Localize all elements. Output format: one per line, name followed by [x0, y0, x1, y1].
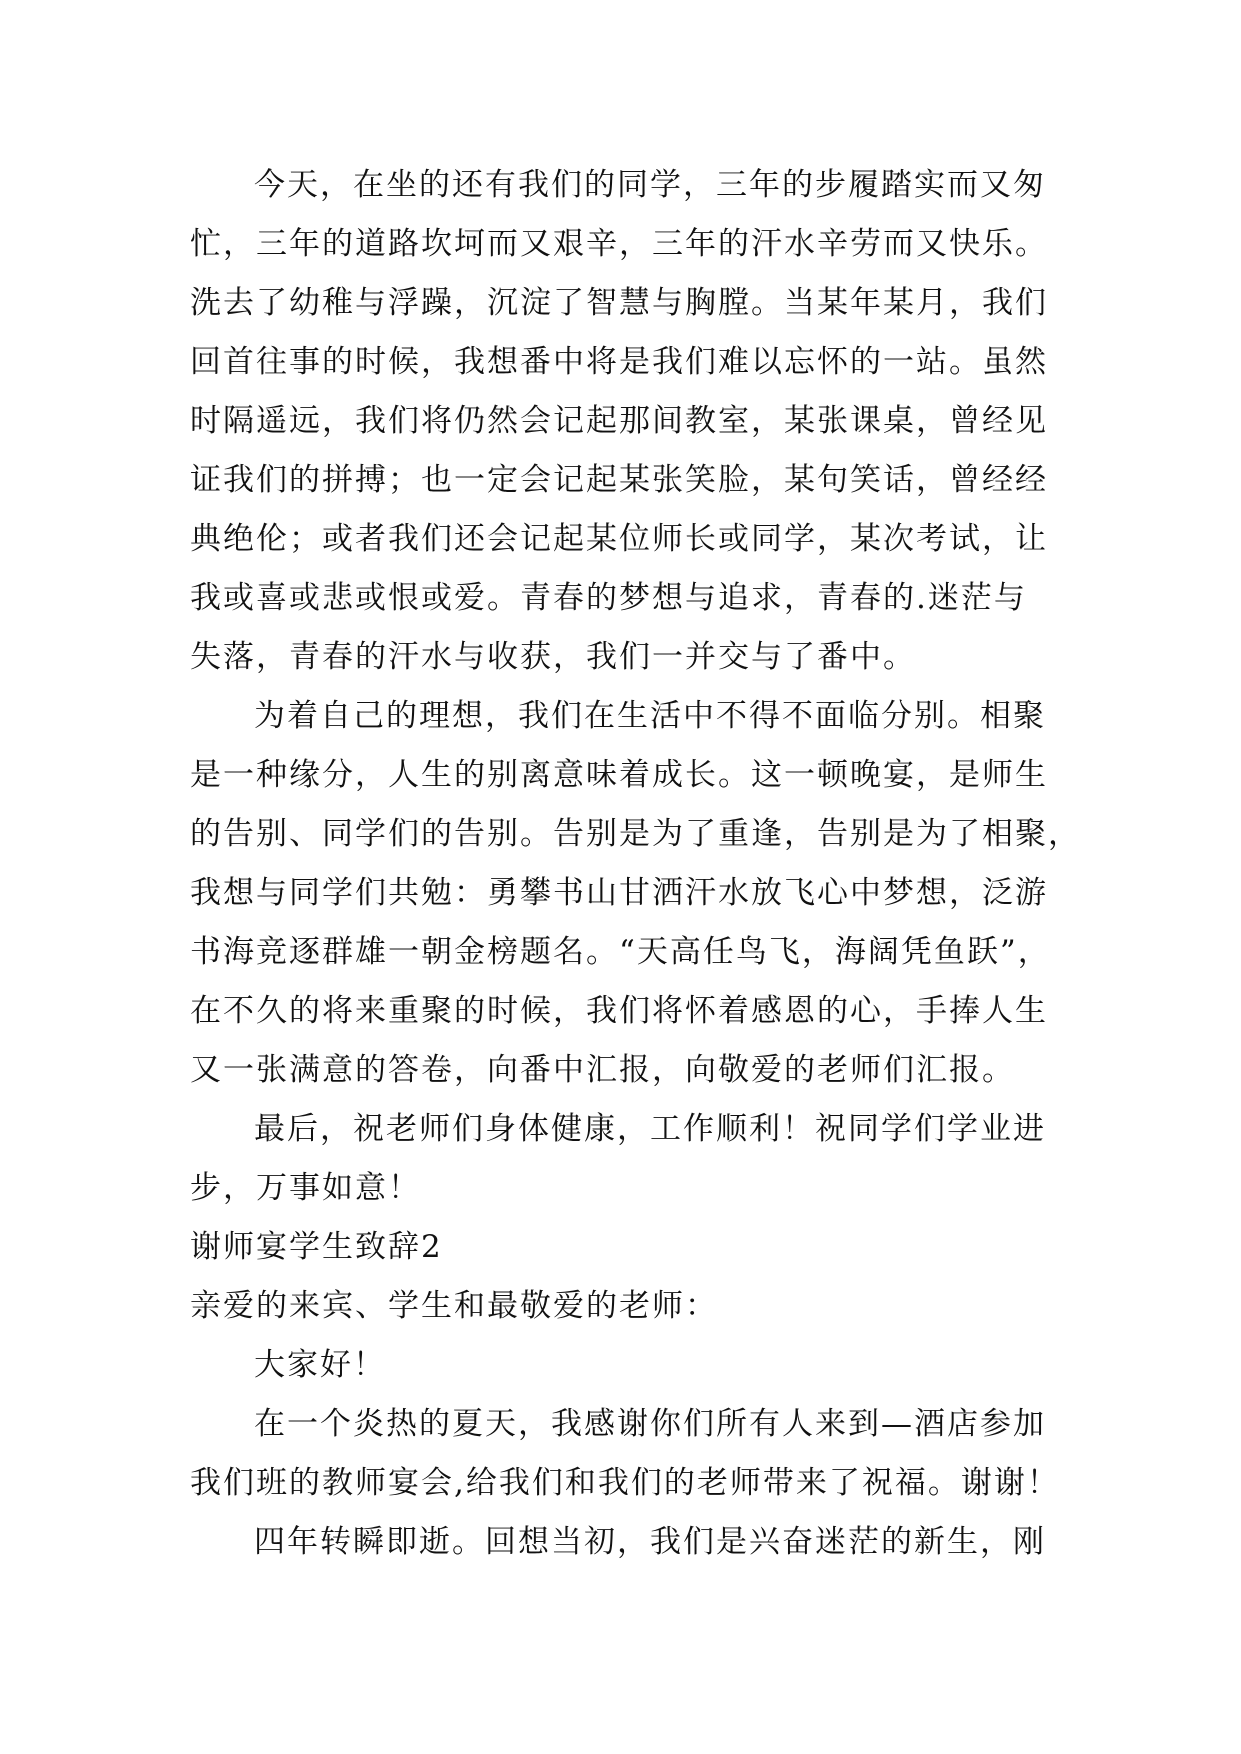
greeting-line: 大家好！: [254, 1347, 386, 1383]
text-line: 洗去了幼稚与浮躁，沉淀了智慧与胸膛。当某年某月，我们: [190, 285, 1048, 321]
text-line: 证我们的拼搏；也一定会记起某张笑脸，某句笑话，曾经经: [190, 462, 1048, 498]
text-line: 时隔遥远，我们将仍然会记起那间教室，某张课桌，曾经见: [190, 403, 1048, 439]
text-line: 失落，青春的汗水与收获，我们一并交与了番中。: [190, 639, 916, 675]
text-line: 在不久的将来重聚的时候，我们将怀着感恩的心，手捧人生: [190, 993, 1048, 1029]
text-line: 是一种缘分，人生的别离意味着成长。这一顿晚宴，是师生: [190, 757, 1048, 793]
section-heading: 谢师宴学生致辞2: [190, 1229, 443, 1265]
text-line: 在一个炎热的夏天，我感谢你们所有人来到—酒店参加: [254, 1406, 1046, 1442]
document-body: [190, 156, 1081, 1572]
text-line: 步，万事如意！: [190, 1170, 421, 1206]
text-line: 典绝伦；或者我们还会记起某位师长或同学，某次考试，让: [190, 521, 1048, 557]
text-line: 为着自己的理想，我们在生活中不得不面临分别。相聚: [254, 698, 1046, 734]
text-line: 又一张满意的答卷，向番中汇报，向敬爱的老师们汇报。: [190, 1052, 1015, 1088]
text-line: 的告别、同学们的告别。告别是为了重逢，告别是为了相聚，: [190, 816, 1081, 852]
text-line: 最后，祝老师们身体健康，工作顺利！祝同学们学业进: [254, 1111, 1046, 1147]
text-line: 我们班的教师宴会,给我们和我们的老师带来了祝福。谢谢！: [190, 1465, 1060, 1501]
text-line: 回首往事的时候，我想番中将是我们难以忘怀的一站。虽然: [190, 344, 1048, 380]
text-line: 我想与同学们共勉：勇攀书山甘洒汗水放飞心中梦想，泛游: [190, 875, 1048, 911]
text-line: 今天，在坐的还有我们的同学，三年的步履踏实而又匆: [254, 167, 1046, 203]
text-line: 我或喜或悲或恨或爱。青春的梦想与追求，青春的.迷茫与: [190, 580, 1027, 616]
text-line: 忙，三年的道路坎坷而又艰辛，三年的汗水辛劳而又快乐。: [190, 226, 1048, 262]
salutation-line: 亲爱的来宾、学生和最敬爱的老师：: [190, 1288, 718, 1324]
text-line: 四年转瞬即逝。回想当初，我们是兴奋迷茫的新生，刚: [254, 1524, 1046, 1560]
text-line: 书海竞逐群雄一朝金榜题名。“天高任鸟飞，海阔凭鱼跃”，: [190, 934, 1051, 970]
